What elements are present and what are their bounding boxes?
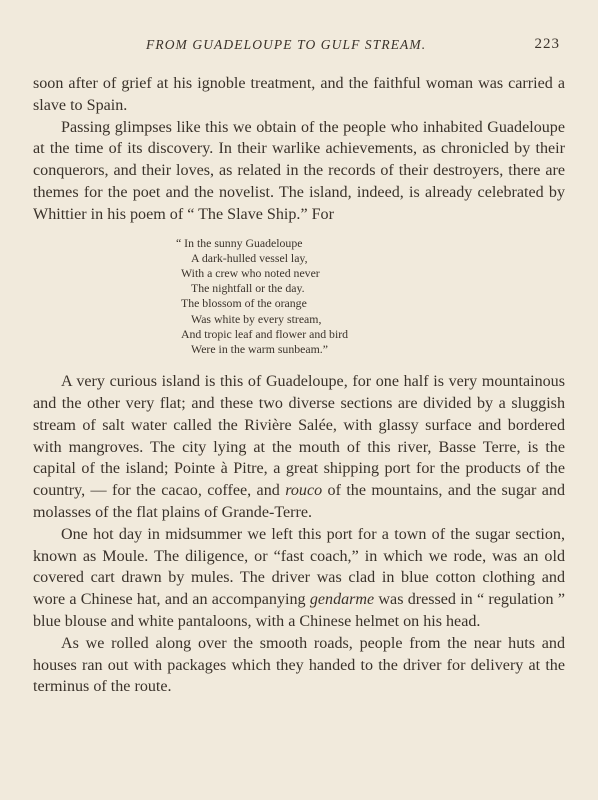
running-title: FROM GUADELOUPE TO GULF STREAM. [146,37,427,52]
paragraph-1: soon after of grief at his ignoble treatment, and the faithful woman was carried a slave to Spain. [33,75,565,114]
paragraph-4 [33,524,565,633]
poem-line: The blossom of the orange [181,296,307,311]
paragraph-4-italic: gendarme [309,591,375,609]
poem-line: With a crew who noted never [181,265,320,280]
body-text [33,73,565,698]
paragraph-3-text-b: of the mountains, and the sugar and molasses of the flat plains of Grande-Terre. [33,482,565,521]
poem-quotation [33,236,565,358]
paragraph-5: As we rolled along over the smooth roads, people from the near huts and houses ran out with packages which they handed to the driver for delivery at the terminus of the route. [33,634,565,696]
poem-line: “ In the sunny Guadeloupe [176,235,303,250]
paragraph-3-text-a: A very curious island is this of Guadeloupe, for one half is very mountainous and the other very flat; and these two diverse sections are divided by a sluggish stream of salt water called the Rivière Salée, with glassy surface and bordered with mangroves. The city lying at the mouth of this river, Basse Terre, is the capital of the island; Pointe à Pitre, a great shipping port for the products of the country, — for the cacao, coffee, and [33,373,565,500]
paragraph-3 [33,371,565,524]
paragraph-2: Passing glimpses like this we obtain of the people who inhabited Guadeloupe at the time of its discovery. In their warlike achievements, as chronicled by their conquerors, and their loves, as related in the records of their destroyers, there are themes for the poet and the novelist. The island, indeed, is already celebrated by Whittier in his poem of “ The Slave Ship.” For [33,118,565,223]
poem-line: A dark-hulled vessel lay, [191,250,308,265]
page-number: 223 [534,36,560,52]
poem-line: Were in the warm sunbeam.” [191,342,328,356]
poem-line: The nightfall or the day. [191,281,305,296]
paragraph-4-text-a: One hot day in midsummer we left this port for a town of the sugar section, known as Moule. The diligence, or “fast coach,” in which we rode, was an old covered cart drawn by mules. The driver was clad in blue cotton clothing and wore a Chinese hat, and an accompanying [33,525,565,609]
paragraph-4-text-b: was dressed in “ regulation ” blue blouse and white pantaloons, with a Chinese helmet on his head. [33,591,565,630]
paragraph-3-italic: rouco [285,482,323,500]
poem-line: Was white by every stream, [191,311,322,326]
poem-line: And tropic leaf and flower and bird [181,326,349,341]
page-header [0,37,598,59]
